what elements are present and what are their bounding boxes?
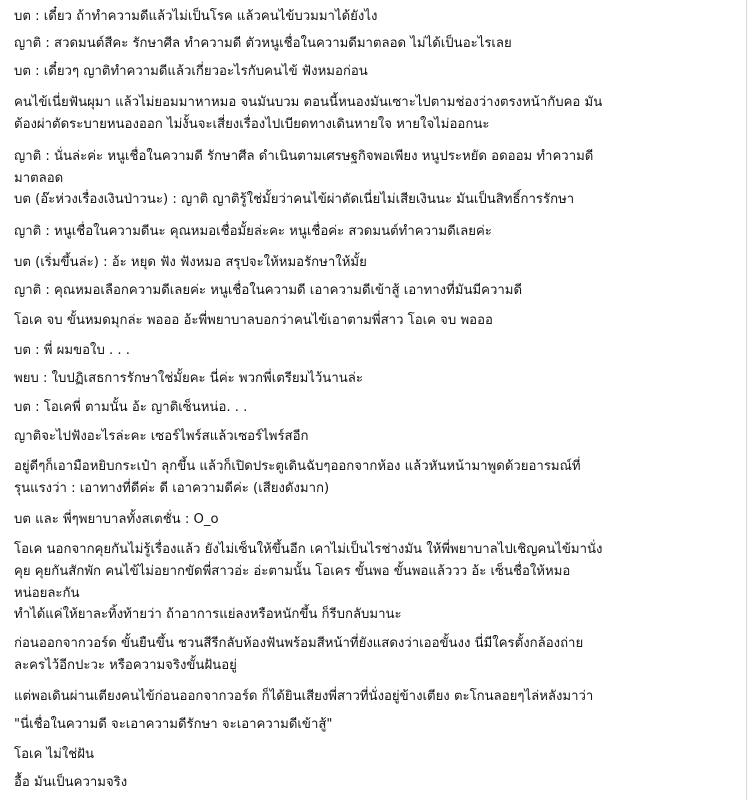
text-line: ทำได้แค่ให้ยาละทิ้งท้ายว่า ถ้าอาการแย่ลงหรือหนักขึ้น ก็รีบกลับมานะ <box>14 607 402 622</box>
text-line: บต (เริ่มขึ้นล่ะ) : อ้ะ หยุด ฟัง ฟังหมอ สรุปจะให้หมอรักษาให้มั้ย <box>14 255 367 270</box>
text-line: อยู่ดีๆก็เอามือหยิบกระเป๋า ลุกขึ้น แล้วก็เปิดประตูเดินฉับๆออกจากห้อง แล้วหันหน้ามาพูดด้วยอารมณ์ที่ <box>14 459 581 474</box>
text-line: บต : พี่ ผมขอใบ . . . <box>14 343 130 358</box>
text-line: บต : โอเคพี่ ตามนั้น อ้ะ ญาติเซ็นหน่อ. . . <box>14 400 248 415</box>
text-line: ต้องผ่าตัดระบายหนองออก ไม่งั้นจะเสี่ยงเรื่องไปเบียดทางเดินหายใจ หายใจไม่ออกนะ <box>14 117 490 132</box>
text-line: ญาติจะไปฟังอะไรล่ะคะ เซอร์ไพร์สแล้วเซอร์ไพร์สอีก <box>14 429 309 444</box>
text-line: โอเค จบ ขั้นหมดมุกล่ะ พอออ อ้ะพี่พยาบาลบอกว่าคนไข้เอาตามพี่สาว โอเค จบ พอออ <box>14 313 493 328</box>
text-line: คนไข้เนี่ยฟันผุมา แล้วไม่ยอมมาหาหมอ จนมันบวม ตอนนี้หนองมันเซาะไปตามช่องว่างตรงหน้ากับคอ มัน <box>14 95 603 110</box>
text-line: บต : เดี๋ยว ถ้าทำความดีแล้วไม่เป็นโรค แล้วคนไข้บวมมาได้ยังไง <box>14 9 378 24</box>
text-line: ละครไว้อีกปะวะ หรือความจริงขั้นฝันอยู่ <box>14 658 237 673</box>
text-line: ก่อนออกจากวอร์ด ขั้นยืนขึ้น ชวนสีรีกลับห้องฟันพร้อมสีหน้าที่ยังแสดงว่าเออขั้นงง นี่มีใครตั้งกล้องถ่าย <box>14 636 584 651</box>
text-line: พยบ : ใบปฏิเสธการรักษาใช่มั้ยคะ นี่ค่ะ พวกพี่เตรียมไว้นานล่ะ <box>14 371 363 386</box>
text-line: ญาติ : คุณหมอเลือกความดีเลยค่ะ หนูเชื่อในความดี เอาความดีเข้าสู้ เอาทางที่มันมีความดี <box>14 283 523 298</box>
text-line: แต่พอเดินผ่านเตียงคนไข้ก่อนออกจากวอร์ด ก็ได้ยินเสียงพี่สาวที่นั่งอยู่ข้างเตียง ตะโกนลอยๆไล่หลังมาว่า <box>14 689 594 704</box>
text-line: มาตลอด <box>14 171 64 186</box>
text-line: หน่อยละกัน <box>14 586 80 601</box>
text-line: ญาติ : หนูเชื่อในความดีนะ คุณหมอเชื่อมั้ยล่ะคะ หนูเชื่อค่ะ สวดมนต์ทำความดีเลยค่ะ <box>14 224 492 239</box>
text-line: บต (อ๊ะห่วงเรื่องเงินป่าวนะ) : ญาติ ญาติรู้ใช่มั้ยว่าคนไข้ผ่าตัดเนี่ยไม่เสียเงินนะ มันเป็นสิทธิ์การรักษา <box>14 192 575 207</box>
text-line: โอเค นอกจากคุยกันไม่รู้เรื่องแล้ว ยังไม่เซ็นให้ขึ้นอีก เคาไม่เป็นไรช่างมัน ให้พี่พยาบาลไปเชิญคนไข้มานั่ง <box>14 542 603 557</box>
text-line: ญาติ : สวดมนต์สีคะ รักษาศีล ทำความดี ตัวหนูเชื่อในความดีมาตลอด ไม่ได้เป็นอะไรเลย <box>14 36 512 51</box>
text-line: ญาติ : นั่นล่ะค่ะ หนูเชื่อในความดี รักษาศีล ดำเนินตามเศรษฐกิจพอเพียง หนูประหยัด อดออม ทำความดี <box>14 149 594 164</box>
text-line: บต : เดี๋ยวๆ ญาติทำความดีแล้วเกี่ยวอะไรกับคนไข้ ฟังหมอก่อน <box>14 64 368 79</box>
text-line: โอเค ไม่ใช่ฝัน <box>14 747 94 762</box>
text-line: "นี่เชื่อในความดี จะเอาความดีรักษา จะเอาความดีเข้าสู้" <box>14 717 333 732</box>
text-line: บต และ พี่ๆพยาบาลทั้งสเตชั่น : O_o <box>14 512 219 527</box>
text-line: คุย คุยกันสักพัก คนไข้ไม่อยากขัดพี่สาวอ่ะ อ่ะตามนั้น โอเคร ขั้นพอ ขั้นพอแล้ววว อ้ะ เซ็นชื่อให้หมอ <box>14 564 571 579</box>
text-line: อื้อ มันเป็นความจริง <box>14 775 128 790</box>
text-line: รุนแรงว่า : เอาทางที่ดีค่ะ ดี เอาความดีค่ะ (เสียงดังมาก) <box>14 481 330 496</box>
